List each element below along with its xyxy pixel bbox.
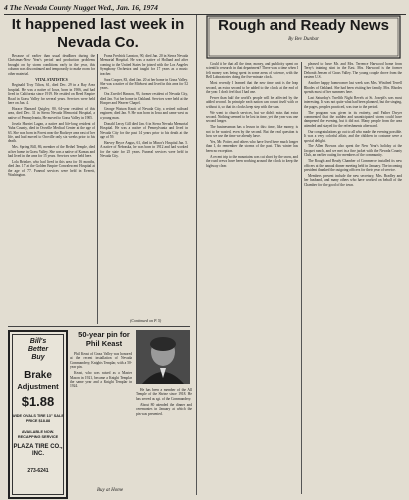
ad-brand-line: Buy xyxy=(31,354,45,361)
phil-story-col-2 xyxy=(136,388,192,488)
ad-phone: 273-6241 xyxy=(27,468,49,474)
section-rule xyxy=(8,326,190,327)
portrait-photo xyxy=(136,330,190,384)
rr-paragraph: Last Saturday's Twelfth Night Revels at St. Joseph's was most interesting. It was not quite what had been planned, but the singing, the pages, peoples practiced, was true to the period. xyxy=(304,95,402,109)
phil-paragraph: Phil Keast of Grass Valley was honored at the recent installation of Nevada Commandery, Knights Templar, with a 50-year pin. xyxy=(70,352,132,370)
portrait-silhouette xyxy=(136,330,190,384)
rr-paragraph: Another happy homecomer last week was Mrs. Winifred Terrell Rhodes of Oakland. She had been visiting her family. Mrs. Rhodes spends most of her summers here. xyxy=(304,81,402,94)
story-paragraph: Sara Cooper, 83, died Jan. 20 at her home in Grass Valley. She was a native of the Midwest and lived in this area for 52 years. xyxy=(100,77,188,91)
ad-brand-line: Bill's xyxy=(29,338,47,345)
ad-price: $1.88 xyxy=(21,394,55,409)
phil-headline: 50-year pin for Phil Keast xyxy=(78,330,130,348)
ad-cta: AVAILABLE NOW. RECAPPING SERVICE xyxy=(17,430,59,439)
rr-paragraph: The Allen Browns also spent the New Year's holiday at the Jacquet ranch, and we met in a fine jacket with the Nevada County Club, an earlier outing for members of the community. xyxy=(304,144,402,158)
rr-paragraph: Yes, Mr. Potter, and others who have lived here much longer than I, do remember the storms of the past. This winter has been no exception. xyxy=(206,140,298,153)
column-rule xyxy=(97,54,98,324)
phil-paragraph: About 80 attended the dinner and ceremonies in January at which the pin was presented. xyxy=(136,402,192,416)
ad-brake-word: Brake xyxy=(24,370,52,381)
story-paragraph: Ora Zweifel Hanson, 93, former resident of Nevada City, died Jan. 9 at her home in Oakland. Services were held at the Hooper and Weaver Chapel. xyxy=(100,92,188,106)
left-story-col-2 xyxy=(100,54,188,316)
section-divider xyxy=(196,15,197,495)
rr-paragraph: A recent trip to the mountains was cut short by the snow, and the road crews have been working around the clock to keep the highway clear. xyxy=(206,154,298,168)
rr-paragraph: The businessman has a lesson in this: time, like money, is not to be wasted, even by the second. But the real question is how we use the time we already have. xyxy=(206,125,298,139)
ad-adjustment-word: Adjustment xyxy=(17,382,59,391)
left-headline: It happened last week in Nevada Co. xyxy=(11,16,185,51)
ad-store-name: PLAZA TIRE CO., INC. xyxy=(13,444,63,457)
rough-ready-col-2 xyxy=(304,62,402,494)
story-paragraph: Mrs. Spring Bill, 86, member of the Bethel Temple, died at her home in Grass Valley. She was a native of Kansas and had lived in the area for 15 years. Services were held here. xyxy=(8,145,95,159)
rough-ready-col-1 xyxy=(206,62,298,494)
story-paragraph: Horace Barnard Quigley, 80, 64-year resident of this area, died Dec. 31 in Sierra Nevada Memorial Hospital, a native of Pennsylvania, He moved to Grass Valley in 1905. xyxy=(8,106,95,120)
story-paragraph: Harvey Bryce Angus, 61, died in Minor's Hospital Jan. 5. A native of Nebraska, he was born in 1912 and had worked for the state for 25 years. Funeral services were held in Nevada City. xyxy=(100,140,188,159)
buy-at-home-footer: Buy at Home xyxy=(96,488,124,493)
rr-paragraph: Most recently I learned that the new time unit is the leap second, an extra second to be added to the clock at the end of the year. I don't feel that I had one. xyxy=(206,81,298,94)
rr-paragraph: The Rough and Ready Chamber of Commerce installed its new officers at the annual dinner meeting held in January. The incoming president thanked the outgoing officers for their year of service. xyxy=(304,159,402,172)
continued-note: (Continued on P. 5) xyxy=(130,318,162,323)
rr-paragraph: Fewer than half the world's people will be affected by the added second. In principle each nation can count itself with or without it, so that its clocks keep step with the sun. xyxy=(206,95,298,109)
left-story-col-1 xyxy=(8,54,95,324)
ad-brand-line: Better xyxy=(27,346,49,353)
phil-paragraph: He has been a member of the All Temple of the Shrine since 1918. He has served as sgt. of the Commandery. xyxy=(136,388,192,401)
story-paragraph: George Watson Knott of Nevada City, a retired railroad engineer, died Jan. 9. He was born in Iowa and came west as a young man. xyxy=(100,106,188,120)
rr-paragraph: We went to church services, but we didn't miss that extra second. Nothing seemed to be lost in time, yet the year was one second longer. xyxy=(206,110,298,124)
rr-paragraph: Members present include the new secretary, Mrs. Bradley and her husband, and many others who have worked on behalf of the Chamber for the good of the town. xyxy=(304,173,402,187)
story-paragraph: Reginald Troy Tilton, 61, died Dec. 29 in a Bay Area hospital. He was a native of Iowa, born in 1906, and had lived in California since 1919. He resided on Reed Empire Road in Grass Valley for several years. Services were held here on Jan. 4. xyxy=(8,83,95,106)
rough-ready-byline: By Bev Dunbar xyxy=(288,37,319,42)
rr-paragraph: Could it be that all the time, money, and publicity spent on scientific research in that department? There was a time when I felt money was being spent in some areas of science, with the Bell Laboratories doing the five-minute clock. xyxy=(206,62,298,80)
brake-ad xyxy=(8,330,68,499)
story-paragraph: Josefa Harriet Lagan, a native and life-long resident of Yuba County, died in Oroville Medical Center at the age of 63. She was born in Forest near the Buckeye area east of her life, and had moved to Oroville only six weeks prior to his death. xyxy=(8,121,95,144)
phil-paragraph: Keast, who was raised as a Master Mason in 1921, became a Knight Templar the same year and a Knight Templar in 1924. xyxy=(70,371,132,389)
masthead: 4 The Nevada County Nugget Wed., Jan. 16, 1974 xyxy=(4,3,406,15)
phil-story-col-1 xyxy=(70,352,132,486)
rr-paragraph: Our congratulations go out to all who made the evening possible. It was a very colorful affair, and the children in costume were a special delight. xyxy=(304,129,402,143)
column-rule xyxy=(301,62,302,494)
rough-ready-title: Rough and Ready News xyxy=(218,17,389,34)
intro-paragraph: Because of earlier than usual deadlines during the Christmas-New Year's period and production problems brought on by storm conditions early in the year, this column was discontinued and temporarily to make room for other material. xyxy=(8,54,95,76)
section-heading: VITAL STATISTICS xyxy=(35,77,68,82)
story-paragraph: Donald Leroy Gill died Jan. 6 in Sierra Nevada Memorial Hospital. He was a native of Pennsylvania and lived in Nevada City for the past 14 years prior to his death at the age of 59. xyxy=(100,121,188,139)
story-paragraph: Franz Fredrick Lanston, 90, died Jan. 20 in Sierra Nevada Memorial Hospital. He was a native of Holland and after coming to the United States he joined with the Los Angeles Symphony Orchestra and taught for 17 years as a music teacher. xyxy=(100,54,188,76)
ad-fine-print: WIDE OVALS TIRE 13" SALE PRICE $18.88 xyxy=(12,414,64,423)
rr-paragraph: pleased to have Mr. and Mrs. Terrence Harwood home from Terry's training stint in the East. Mrs. Harwood is the former Deborah Jensen of Grass Valley. The young couple drove from the eastern U.S. xyxy=(304,62,402,80)
story-paragraph: Lola Brinker, who had lived in this area for 16 months, died Jan. 17 at the Golden Empire Convalescent Hospital at the age of 77. Funeral services were held in Everett, Washington. xyxy=(8,159,95,178)
rr-paragraph: The program was given in its entirety, and Father Dwyer commented that the sudden and unanticipated storm could have dampened the evening, but it did not. Many people from the area attended and stayed for the refreshments afterward. xyxy=(304,110,402,128)
